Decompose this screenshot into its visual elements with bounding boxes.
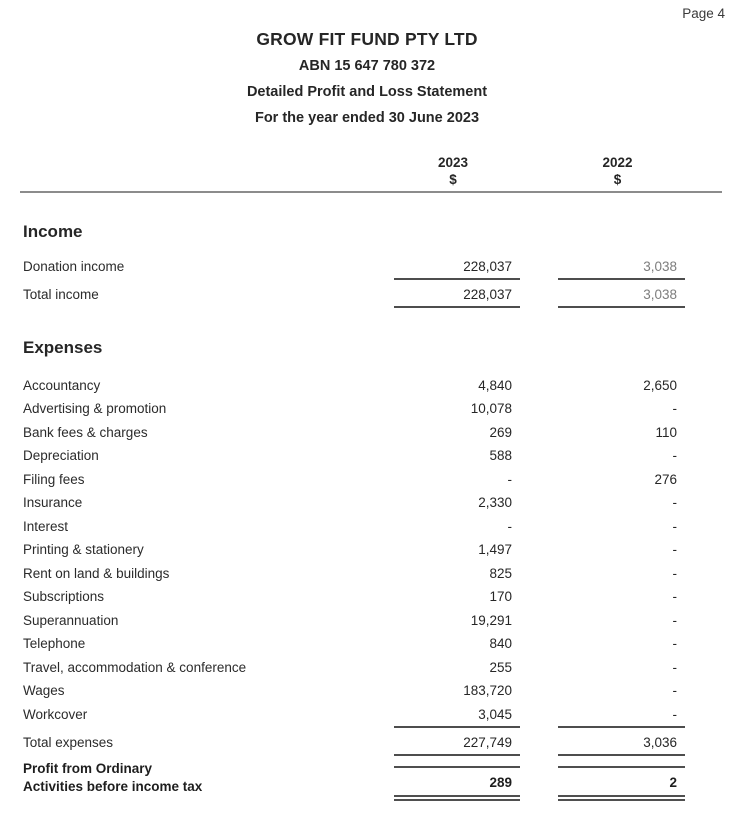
value-2022: 3,038 <box>558 258 685 280</box>
value-2022: 110 <box>655 424 677 440</box>
value-2023: 4,840 <box>478 377 512 393</box>
value-2023: 255 <box>489 659 512 675</box>
row-label: Total expenses <box>23 735 114 750</box>
value-2023: 2,330 <box>478 495 512 510</box>
profit-value-2023: 289 <box>489 775 512 790</box>
value-2022: - <box>558 706 685 728</box>
value-2023: 227,749 <box>394 734 520 756</box>
profit-value-2022-box <box>558 766 685 801</box>
value-2022: - <box>672 542 677 557</box>
profit-double-rule-2023 <box>394 795 520 801</box>
year-2023-label: 2023 <box>437 155 469 170</box>
value-2022: - <box>672 565 677 581</box>
value-2023: 269 <box>489 424 512 440</box>
value-2022: - <box>672 636 677 651</box>
column-header-spacer <box>0 154 394 188</box>
statement-row <box>0 370 734 394</box>
value-2022: - <box>672 495 677 510</box>
statement-row <box>0 558 734 582</box>
value-2023: 825 <box>489 565 512 581</box>
value-2023: 588 <box>489 448 512 463</box>
row-label: Subscriptions <box>23 589 105 604</box>
row-label: Wages <box>23 683 65 698</box>
profit-double-rule-2022 <box>558 795 685 801</box>
value-2022: - <box>672 518 677 534</box>
row-label: Interest <box>23 518 69 534</box>
statement-row <box>0 252 734 280</box>
expenses-section-heading: Expenses <box>23 338 103 357</box>
value-2023: 3,045 <box>394 706 520 728</box>
value-2022: - <box>672 401 677 416</box>
statement-row <box>0 511 734 535</box>
value-2022: - <box>672 589 677 604</box>
currency-symbol-2023: $ <box>449 172 457 187</box>
statement-row <box>0 605 734 629</box>
row-label: Depreciation <box>23 448 99 463</box>
value-2022: - <box>672 659 677 675</box>
value-2022: - <box>672 683 677 698</box>
row-label: Bank fees & charges <box>23 424 148 440</box>
value-2022: 276 <box>654 471 677 487</box>
value-2023: 19,291 <box>470 612 512 628</box>
statement-row <box>0 652 734 676</box>
statement-row <box>0 582 734 606</box>
value-2023: - <box>507 471 512 487</box>
row-label: Workcover <box>23 706 88 722</box>
income-rows <box>0 252 734 308</box>
statement-row <box>0 676 734 700</box>
value-2022: 3,038 <box>558 286 685 308</box>
row-label: Accountancy <box>23 377 101 393</box>
value-2023: 1,497 <box>478 542 512 557</box>
document-title: Detailed Profit and Loss Statement <box>246 84 488 100</box>
page-number: Page 4 <box>682 6 725 21</box>
statement-row <box>0 441 734 465</box>
value-2023: 228,037 <box>394 286 520 308</box>
statement-row <box>0 699 734 728</box>
row-label: Total income <box>23 287 99 302</box>
column-header-2023 <box>394 154 520 188</box>
row-label: Donation income <box>23 259 125 274</box>
column-headers <box>0 154 734 188</box>
income-section-heading: Income <box>23 222 83 241</box>
statement-row <box>0 728 734 757</box>
value-2023: 228,037 <box>394 258 520 280</box>
reporting-period: For the year ended 30 June 2023 <box>254 110 480 126</box>
statement-row <box>0 417 734 441</box>
statement-row <box>0 535 734 559</box>
row-label: Advertising & promotion <box>23 401 167 416</box>
statement-row <box>0 629 734 653</box>
profit-row <box>0 761 734 801</box>
row-label: Telephone <box>23 636 86 651</box>
profit-value-2022: 2 <box>669 775 677 790</box>
statement-row <box>0 394 734 418</box>
statement-row <box>0 488 734 512</box>
value-2022: 2,650 <box>643 377 677 393</box>
value-2022: - <box>672 448 677 463</box>
company-name: GROW FIT FUND PTY LTD <box>256 29 478 49</box>
year-2022-label: 2022 <box>602 155 633 170</box>
row-label: Superannuation <box>23 612 119 628</box>
company-abn: ABN 15 647 780 372 <box>298 58 436 74</box>
document-header <box>0 0 734 128</box>
row-label: Rent on land & buildings <box>23 565 170 581</box>
profit-label: Profit from Ordinary Activities before income tax <box>23 761 203 794</box>
value-2023: 183,720 <box>463 683 512 698</box>
statement-row <box>0 280 734 308</box>
column-header-2022 <box>558 154 685 188</box>
value-2023: 840 <box>489 636 512 651</box>
profit-value-2023-box <box>394 766 520 801</box>
row-label: Filing fees <box>23 471 85 487</box>
row-label: Printing & stationery <box>23 542 144 557</box>
value-2022: 3,036 <box>558 734 685 756</box>
row-label: Insurance <box>23 495 83 510</box>
statement-row <box>0 464 734 488</box>
expenses-rows <box>0 370 734 756</box>
header-divider-rule <box>20 191 722 193</box>
row-label: Travel, accommodation & conference <box>23 659 247 675</box>
value-2023: 170 <box>489 589 512 604</box>
currency-symbol-2022: $ <box>613 172 622 187</box>
value-2023: 10,078 <box>470 401 512 416</box>
value-2022: - <box>672 612 677 628</box>
value-2023: - <box>507 518 512 534</box>
